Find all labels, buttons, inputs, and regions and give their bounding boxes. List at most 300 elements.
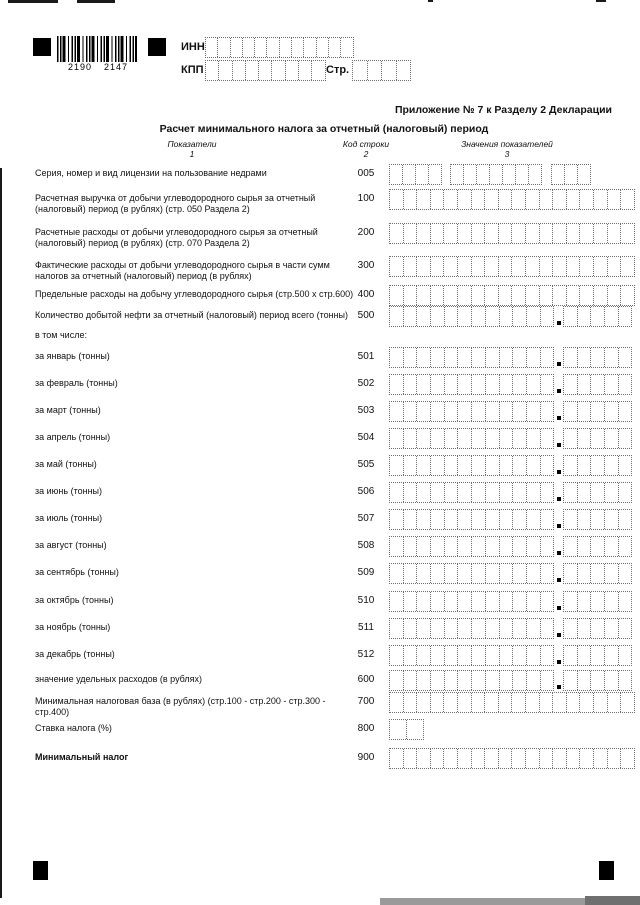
field-cell[interactable]: [390, 592, 403, 611]
row-value-field-300[interactable]: [389, 256, 635, 277]
field-cell[interactable]: [485, 619, 499, 638]
field-cell[interactable]: [443, 693, 457, 712]
field-cell[interactable]: [564, 537, 577, 556]
field-cell[interactable]: [390, 257, 403, 276]
field-cell[interactable]: [471, 693, 485, 712]
row-value-field-509[interactable]: [389, 563, 632, 584]
field-cell[interactable]: [471, 537, 485, 556]
field-cell[interactable]: [416, 257, 430, 276]
field-cell[interactable]: [430, 402, 444, 421]
field-cell[interactable]: [390, 749, 403, 768]
row-value-field-506[interactable]: [389, 482, 632, 503]
field-cell[interactable]: [499, 402, 513, 421]
field-cell[interactable]: [291, 38, 303, 57]
field-cell[interactable]: [577, 537, 591, 556]
field-cell[interactable]: [618, 537, 632, 556]
field-cell[interactable]: [564, 165, 577, 184]
value-int-cells-509[interactable]: [389, 563, 554, 584]
row-value-field-512[interactable]: [389, 645, 632, 666]
field-cell[interactable]: [471, 510, 485, 529]
field-cell[interactable]: [540, 429, 554, 448]
value-int-cells-508[interactable]: [389, 536, 554, 557]
inn-input[interactable]: [205, 37, 354, 58]
field-cell[interactable]: [577, 671, 591, 690]
field-cell[interactable]: [540, 348, 554, 367]
field-cell[interactable]: [540, 619, 554, 638]
field-cell[interactable]: [390, 510, 403, 529]
field-cell[interactable]: [457, 286, 471, 305]
field-cell[interactable]: [457, 671, 471, 690]
field-cell[interactable]: [525, 190, 539, 209]
field-cell[interactable]: [457, 307, 471, 326]
field-cell[interactable]: [564, 671, 577, 690]
value-cells-900[interactable]: [389, 748, 635, 769]
field-cell[interactable]: [444, 592, 458, 611]
field-cell[interactable]: [416, 224, 430, 243]
kpp-input[interactable]: [205, 60, 326, 81]
value-frac-cells-600[interactable]: [563, 670, 632, 691]
field-cell[interactable]: [471, 286, 485, 305]
field-cell[interactable]: [444, 456, 458, 475]
field-cell[interactable]: [499, 348, 513, 367]
field-cell[interactable]: [457, 402, 471, 421]
field-cell[interactable]: [604, 402, 618, 421]
field-cell[interactable]: [512, 619, 526, 638]
field-cell[interactable]: [539, 693, 553, 712]
field-cell[interactable]: [577, 456, 591, 475]
field-cell[interactable]: [593, 224, 607, 243]
field-cell[interactable]: [618, 646, 632, 665]
field-cell[interactable]: [416, 619, 430, 638]
value-int-cells-502[interactable]: [389, 374, 554, 395]
row-value-field-800[interactable]: [389, 719, 424, 740]
value-int-cells-503[interactable]: [389, 401, 554, 422]
field-cell[interactable]: [590, 619, 604, 638]
field-cell[interactable]: [416, 592, 430, 611]
field-cell[interactable]: [471, 749, 485, 768]
field-cell[interactable]: [471, 190, 485, 209]
field-cell[interactable]: [390, 286, 403, 305]
field-cell[interactable]: [618, 483, 632, 502]
field-cell[interactable]: [390, 671, 403, 690]
field-cell[interactable]: [242, 38, 254, 57]
field-cell[interactable]: [564, 564, 577, 583]
field-cell[interactable]: [403, 592, 417, 611]
field-cell[interactable]: [217, 38, 229, 57]
row-value-field-200[interactable]: [389, 223, 635, 244]
field-cell[interactable]: [403, 619, 417, 638]
field-cell[interactable]: [416, 429, 430, 448]
field-cell[interactable]: [254, 38, 266, 57]
field-cell[interactable]: [512, 307, 526, 326]
field-cell[interactable]: [526, 348, 540, 367]
value-frac-cells-505[interactable]: [563, 455, 632, 476]
field-cell[interactable]: [367, 61, 382, 80]
field-cell[interactable]: [577, 402, 591, 421]
field-cell[interactable]: [430, 257, 444, 276]
value-int-cells-501[interactable]: [389, 347, 554, 368]
field-cell[interactable]: [489, 165, 502, 184]
field-cell[interactable]: [476, 165, 489, 184]
field-cell[interactable]: [539, 286, 553, 305]
field-cell[interactable]: [430, 646, 444, 665]
field-cell[interactable]: [403, 257, 417, 276]
value-int-cells-504[interactable]: [389, 428, 554, 449]
field-cell[interactable]: [457, 348, 471, 367]
field-cell[interactable]: [499, 483, 513, 502]
field-cell[interactable]: [444, 510, 458, 529]
field-cell[interactable]: [577, 307, 591, 326]
field-cell[interactable]: [620, 190, 634, 209]
field-cell[interactable]: [564, 307, 577, 326]
value-frac-cells-503[interactable]: [563, 401, 632, 422]
field-cell[interactable]: [485, 510, 499, 529]
value-int-cells-511[interactable]: [389, 618, 554, 639]
field-cell[interactable]: [218, 61, 231, 80]
field-cell[interactable]: [457, 375, 471, 394]
field-cell[interactable]: [390, 165, 402, 184]
field-cell[interactable]: [484, 749, 498, 768]
field-cell[interactable]: [526, 619, 540, 638]
value-frac-cells-512[interactable]: [563, 645, 632, 666]
field-cell[interactable]: [511, 224, 525, 243]
field-cell[interactable]: [528, 165, 541, 184]
field-cell[interactable]: [526, 646, 540, 665]
field-cell[interactable]: [590, 483, 604, 502]
field-cell[interactable]: [566, 224, 580, 243]
field-cell[interactable]: [471, 646, 485, 665]
value-frac-cells-502[interactable]: [563, 374, 632, 395]
field-cell[interactable]: [566, 749, 580, 768]
field-cell[interactable]: [403, 456, 417, 475]
field-cell[interactable]: [607, 257, 621, 276]
field-cell[interactable]: [444, 646, 458, 665]
row-value-field-503[interactable]: [389, 401, 632, 422]
field-cell[interactable]: [206, 61, 218, 80]
field-cell[interactable]: [512, 510, 526, 529]
field-cell[interactable]: [403, 510, 417, 529]
field-cell[interactable]: [540, 646, 554, 665]
field-cell[interactable]: [430, 224, 444, 243]
field-cell[interactable]: [328, 38, 340, 57]
field-cell[interactable]: [444, 671, 458, 690]
field-cell[interactable]: [566, 190, 580, 209]
field-cell[interactable]: [604, 537, 618, 556]
field-cell[interactable]: [457, 564, 471, 583]
row-value-field-501[interactable]: [389, 347, 632, 368]
field-cell[interactable]: [590, 429, 604, 448]
row-value-field-508[interactable]: [389, 536, 632, 557]
field-cell[interactable]: [457, 456, 471, 475]
field-cell[interactable]: [512, 429, 526, 448]
field-cell[interactable]: [526, 671, 540, 690]
field-cell[interactable]: [618, 348, 632, 367]
field-cell[interactable]: [403, 483, 417, 502]
field-cell[interactable]: [620, 749, 634, 768]
page-number-input[interactable]: [352, 60, 411, 81]
field-cell[interactable]: [604, 510, 618, 529]
field-cell[interactable]: [604, 564, 618, 583]
field-cell[interactable]: [416, 510, 430, 529]
field-cell[interactable]: [577, 592, 591, 611]
field-cell[interactable]: [512, 456, 526, 475]
value-cells-700[interactable]: [389, 692, 635, 713]
field-cell[interactable]: [512, 646, 526, 665]
field-cell[interactable]: [618, 375, 632, 394]
field-cell[interactable]: [593, 693, 607, 712]
field-cell[interactable]: [593, 286, 607, 305]
field-cell[interactable]: [485, 348, 499, 367]
field-cell[interactable]: [416, 483, 430, 502]
field-cell[interactable]: [526, 307, 540, 326]
field-cell[interactable]: [457, 693, 471, 712]
field-cell[interactable]: [471, 348, 485, 367]
field-cell[interactable]: [485, 402, 499, 421]
field-cell[interactable]: [390, 429, 403, 448]
field-cell[interactable]: [564, 402, 577, 421]
field-cell[interactable]: [620, 286, 634, 305]
field-cell[interactable]: [526, 402, 540, 421]
field-cell[interactable]: [512, 537, 526, 556]
field-cell[interactable]: [499, 592, 513, 611]
field-cell[interactable]: [430, 671, 444, 690]
field-cell[interactable]: [499, 619, 513, 638]
value-int-cells-500[interactable]: [389, 306, 554, 327]
field-cell[interactable]: [525, 286, 539, 305]
field-cell[interactable]: [590, 537, 604, 556]
field-cell[interactable]: [604, 456, 618, 475]
field-cell[interactable]: [471, 564, 485, 583]
field-cell[interactable]: [511, 286, 525, 305]
value-frac-cells-509[interactable]: [563, 563, 632, 584]
field-cell[interactable]: [564, 429, 577, 448]
field-cell[interactable]: [430, 456, 444, 475]
field-cell[interactable]: [316, 38, 328, 57]
field-cell[interactable]: [540, 537, 554, 556]
field-cell[interactable]: [564, 348, 577, 367]
field-cell[interactable]: [564, 619, 577, 638]
value-int-cells-507[interactable]: [389, 509, 554, 530]
field-cell[interactable]: [604, 348, 618, 367]
field-cell[interactable]: [451, 165, 463, 184]
field-cell[interactable]: [590, 375, 604, 394]
field-cell[interactable]: [498, 190, 512, 209]
field-cell[interactable]: [604, 429, 618, 448]
field-cell[interactable]: [403, 348, 417, 367]
field-cell[interactable]: [499, 564, 513, 583]
value-cells-200[interactable]: [389, 223, 635, 244]
row-value-field-100[interactable]: [389, 189, 635, 210]
field-cell[interactable]: [266, 38, 278, 57]
row-value-field-700[interactable]: [389, 692, 635, 713]
field-cell[interactable]: [485, 646, 499, 665]
field-cell[interactable]: [471, 592, 485, 611]
field-cell[interactable]: [390, 646, 403, 665]
field-cell[interactable]: [604, 375, 618, 394]
field-cell[interactable]: [566, 257, 580, 276]
field-cell[interactable]: [484, 257, 498, 276]
field-cell[interactable]: [499, 671, 513, 690]
field-cell[interactable]: [416, 749, 430, 768]
value-frac-cells-504[interactable]: [563, 428, 632, 449]
field-cell[interactable]: [499, 537, 513, 556]
value-int-cells-512[interactable]: [389, 645, 554, 666]
field-cell[interactable]: [484, 693, 498, 712]
field-cell[interactable]: [430, 286, 444, 305]
field-cell[interactable]: [444, 375, 458, 394]
field-cell[interactable]: [525, 749, 539, 768]
field-cell[interactable]: [444, 537, 458, 556]
field-cell[interactable]: [512, 402, 526, 421]
field-cell[interactable]: [416, 456, 430, 475]
field-cell[interactable]: [526, 564, 540, 583]
row-value-field-500[interactable]: [389, 306, 632, 327]
field-cell[interactable]: [577, 165, 590, 184]
field-cell[interactable]: [485, 592, 499, 611]
field-cell[interactable]: [564, 646, 577, 665]
field-cell[interactable]: [590, 307, 604, 326]
field-cell[interactable]: [415, 165, 428, 184]
field-cell[interactable]: [430, 749, 444, 768]
row-value-field-510[interactable]: [389, 591, 632, 612]
field-cell[interactable]: [590, 348, 604, 367]
field-cell[interactable]: [564, 592, 577, 611]
field-cell[interactable]: [340, 38, 352, 57]
field-cell[interactable]: [593, 190, 607, 209]
field-cell[interactable]: [457, 619, 471, 638]
field-cell[interactable]: [499, 307, 513, 326]
field-cell[interactable]: [539, 190, 553, 209]
field-cell[interactable]: [512, 348, 526, 367]
field-cell[interactable]: [390, 348, 403, 367]
field-cell[interactable]: [471, 307, 485, 326]
field-cell[interactable]: [403, 537, 417, 556]
field-cell[interactable]: [430, 537, 444, 556]
field-cell[interactable]: [607, 286, 621, 305]
field-cell[interactable]: [485, 564, 499, 583]
value-group1-cells-005[interactable]: [389, 164, 442, 185]
value-frac-cells-510[interactable]: [563, 591, 632, 612]
field-cell[interactable]: [390, 720, 406, 739]
field-cell[interactable]: [457, 257, 471, 276]
field-cell[interactable]: [403, 429, 417, 448]
field-cell[interactable]: [618, 307, 632, 326]
inn-cell-boxes[interactable]: [205, 37, 354, 58]
field-cell[interactable]: [499, 456, 513, 475]
value-frac-cells-508[interactable]: [563, 536, 632, 557]
value-cells-400[interactable]: [389, 285, 635, 306]
field-cell[interactable]: [577, 348, 591, 367]
field-cell[interactable]: [403, 564, 417, 583]
field-cell[interactable]: [526, 375, 540, 394]
value-cells-300[interactable]: [389, 256, 635, 277]
field-cell[interactable]: [390, 224, 403, 243]
field-cell[interactable]: [512, 375, 526, 394]
field-cell[interactable]: [471, 671, 485, 690]
field-cell[interactable]: [540, 671, 554, 690]
field-cell[interactable]: [590, 402, 604, 421]
field-cell[interactable]: [471, 402, 485, 421]
field-cell[interactable]: [539, 749, 553, 768]
field-cell[interactable]: [577, 564, 591, 583]
field-cell[interactable]: [539, 257, 553, 276]
field-cell[interactable]: [311, 61, 324, 80]
field-cell[interactable]: [512, 564, 526, 583]
field-cell[interactable]: [499, 510, 513, 529]
field-cell[interactable]: [485, 671, 499, 690]
field-cell[interactable]: [416, 190, 430, 209]
field-cell[interactable]: [484, 190, 498, 209]
field-cell[interactable]: [511, 190, 525, 209]
field-cell[interactable]: [618, 429, 632, 448]
field-cell[interactable]: [540, 510, 554, 529]
field-cell[interactable]: [552, 257, 566, 276]
field-cell[interactable]: [390, 402, 403, 421]
field-cell[interactable]: [618, 671, 632, 690]
field-cell[interactable]: [540, 402, 554, 421]
field-cell[interactable]: [430, 307, 444, 326]
field-cell[interactable]: [457, 592, 471, 611]
field-cell[interactable]: [206, 38, 217, 57]
value-int-cells-600[interactable]: [389, 670, 554, 691]
field-cell[interactable]: [525, 257, 539, 276]
field-cell[interactable]: [416, 307, 430, 326]
row-value-field-511[interactable]: [389, 618, 632, 639]
field-cell[interactable]: [416, 646, 430, 665]
value-frac-cells-507[interactable]: [563, 509, 632, 530]
field-cell[interactable]: [390, 537, 403, 556]
field-cell[interactable]: [540, 564, 554, 583]
field-cell[interactable]: [303, 38, 315, 57]
field-cell[interactable]: [484, 224, 498, 243]
field-cell[interactable]: [403, 190, 417, 209]
field-cell[interactable]: [499, 429, 513, 448]
field-cell[interactable]: [402, 165, 415, 184]
field-cell[interactable]: [618, 619, 632, 638]
field-cell[interactable]: [279, 38, 291, 57]
field-cell[interactable]: [620, 693, 634, 712]
field-cell[interactable]: [403, 671, 417, 690]
field-cell[interactable]: [416, 348, 430, 367]
field-cell[interactable]: [403, 693, 417, 712]
field-cell[interactable]: [471, 619, 485, 638]
field-cell[interactable]: [604, 592, 618, 611]
field-cell[interactable]: [457, 224, 471, 243]
field-cell[interactable]: [577, 619, 591, 638]
field-cell[interactable]: [498, 693, 512, 712]
field-cell[interactable]: [579, 190, 593, 209]
field-cell[interactable]: [607, 190, 621, 209]
field-cell[interactable]: [485, 307, 499, 326]
field-cell[interactable]: [540, 592, 554, 611]
field-cell[interactable]: [604, 307, 618, 326]
field-cell[interactable]: [526, 510, 540, 529]
row-value-field-502[interactable]: [389, 374, 632, 395]
field-cell[interactable]: [390, 564, 403, 583]
field-cell[interactable]: [564, 375, 577, 394]
row-value-field-005[interactable]: [389, 164, 591, 185]
field-cell[interactable]: [604, 646, 618, 665]
field-cell[interactable]: [430, 564, 444, 583]
field-cell[interactable]: [577, 510, 591, 529]
field-cell[interactable]: [457, 190, 471, 209]
field-cell[interactable]: [390, 619, 403, 638]
field-cell[interactable]: [416, 693, 430, 712]
field-cell[interactable]: [232, 61, 245, 80]
field-cell[interactable]: [512, 671, 526, 690]
field-cell[interactable]: [428, 165, 441, 184]
field-cell[interactable]: [444, 619, 458, 638]
